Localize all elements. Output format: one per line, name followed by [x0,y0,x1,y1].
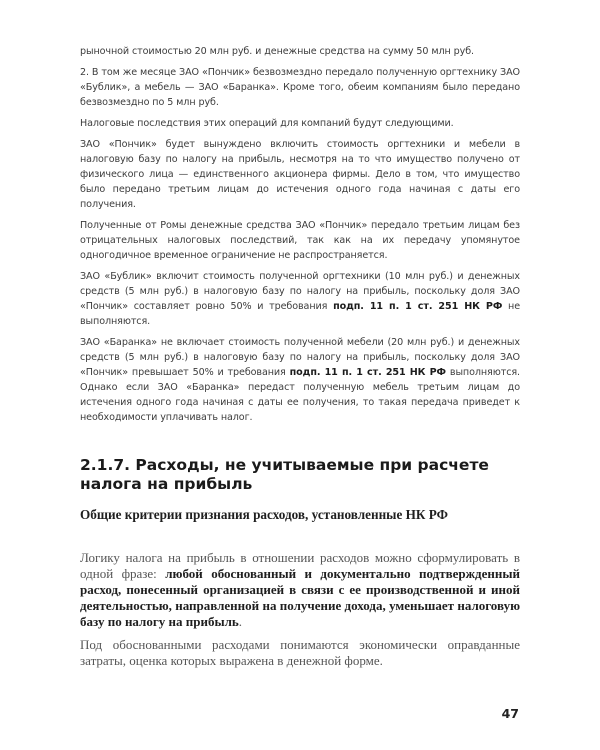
paragraph: ЗАО «Пончик» будет вынуждено включить стоимость оргтехники и мебели в налоговую базу по налогу на прибыль, несмотря на то что имущество получено от физического лица — единственного акционера фирмы. Дело в том, что имущество было передано третьим лицам до истечения одного года начиная с даты его получения. [80,139,520,210]
text-run: не выполняются. [80,301,520,327]
paragraph: Полученные от Ромы денежные средства ЗАО «Пончик» передало третьим лицам без отрицательных налоговых последствий, так как на их передачу упомянутое одногодичное временное ограничение не распространяется. [80,220,520,261]
paragraph [80,335,520,425]
section-heading: 2.1.7. Расходы, не учитываемые при расчете налога на прибыль [80,456,489,493]
page-number: 47 [501,706,519,721]
text-run: выполняются. Однако если ЗАО «Баранка» передаст полученную мебель третьим лицам до истечения одного года начиная с даты ее получения, то такая передача приведет к необходимости уплачивать налог. [80,367,520,423]
text-run: ЗАО «Баранка» не включает стоимость полученной мебели (20 млн руб.) и денежных средств (5 млн руб.) в налоговую базу по налогу на прибыль, поскольку доля ЗАО «Пончик» превышает 50% и требования [80,337,520,378]
paragraph: Под обоснованными расходами понимаются экономически оправданные затраты, оценка которых выражена в денежной форме. [80,637,520,668]
law-reference: подп. 11 п. 1 ст. 251 НК РФ [333,301,503,312]
subsection-heading: Общие критерии признания расходов, установленные НК РФ [80,507,448,522]
text-run: Логику налога на прибыль в отношении расходов можно сформулировать в одной фразе: [80,550,520,581]
serif-text-block [80,550,520,630]
paragraph: 2. В том же месяце ЗАО «Пончик» безвозмездно передало полученную оргтехнику ЗАО «Бублик», а мебель — ЗАО «Баранка». Кроме того, обеим компаниям было передано безвозмездно по 5 млн руб. [80,67,520,108]
paragraph [80,550,520,630]
body-text-block [80,44,520,431]
text-run: . [238,614,243,629]
serif-text-block [80,637,520,669]
paragraph: Налоговые последствия этих операций для компаний будут следующими. [80,118,454,129]
paragraph [80,269,520,329]
text-run: ЗАО «Бублик» включит стоимость полученной оргтехники (10 млн руб.) и денежных средств (5 млн руб.) в налоговую базу по налогу на прибыль, поскольку доля ЗАО «Пончик» составляет ровно 50% и требования [80,271,520,312]
paragraph: рыночной стоимостью 20 млн руб. и денежные средства на сумму 50 млн руб. [80,46,474,57]
law-reference: подп. 11 п. 1 ст. 251 НК РФ [289,367,446,378]
emphasis: любой обоснованный и документально подтвержденный расход, понесенный организацией в связи с ее производственной и иной деятельностью, направленной на получение дохода, уменьшает налоговую базу по налогу на прибыль [80,566,520,629]
